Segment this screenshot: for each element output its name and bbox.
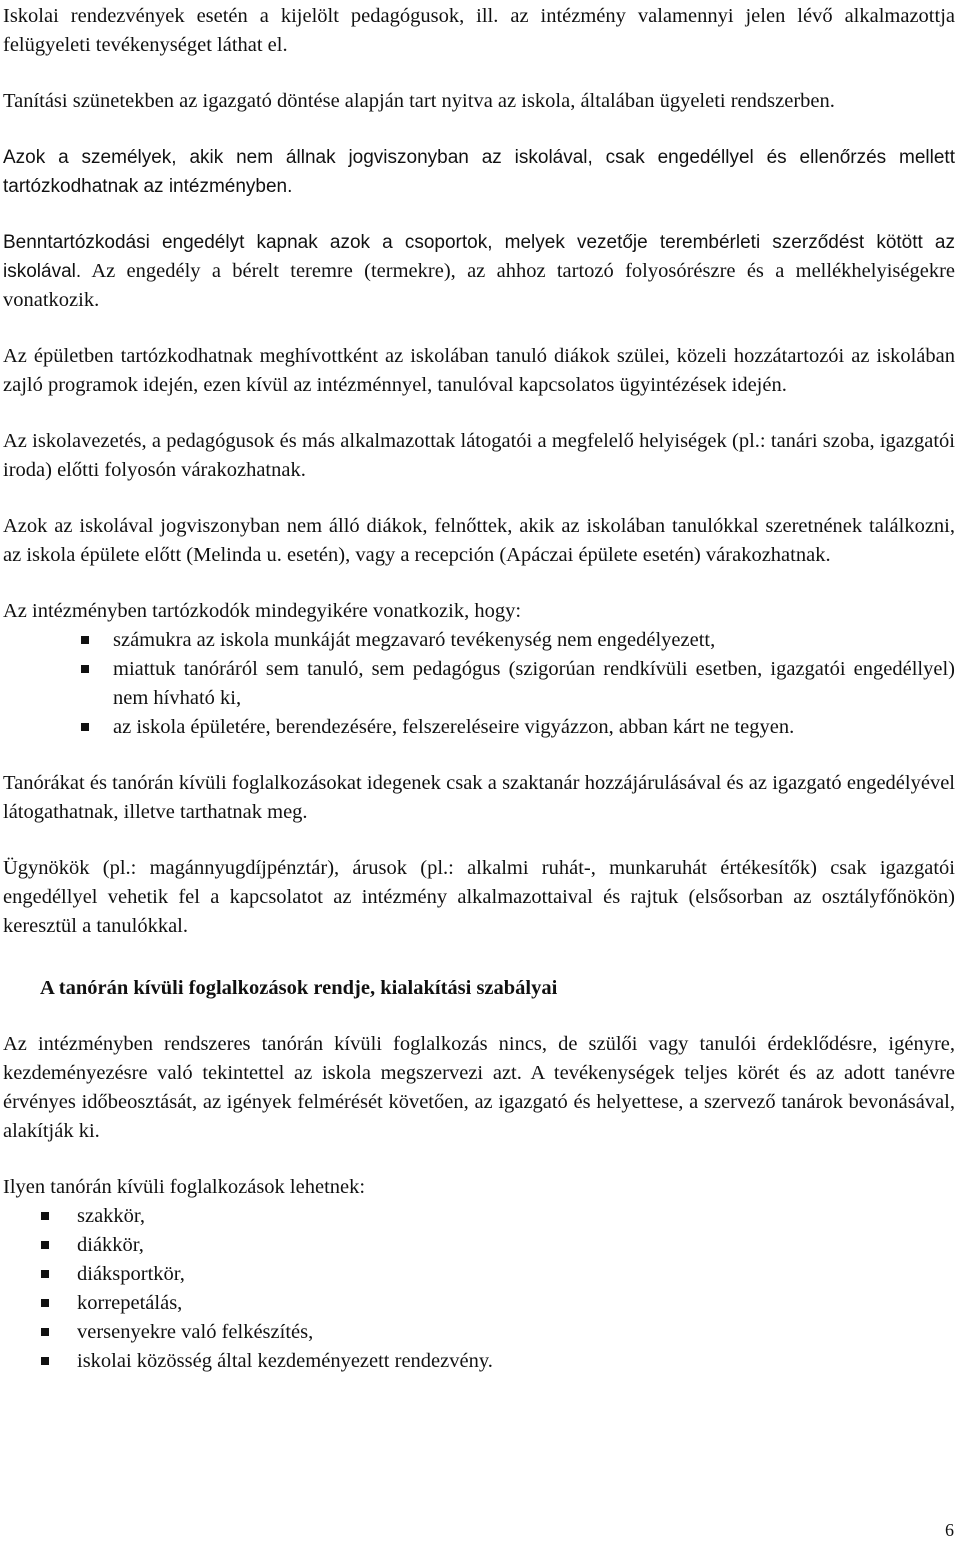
paragraph-rules-intro: Az intézményben tartózkodók mindegyikére vonatkozik, hogy: [3,600,522,622]
paragraph-invited: Az épületben tartózkodhatnak meghívottként az iskolában tanuló diákok szülei, közeli hozzátartozói az iskolában zajló programok idején, ezen kívül az intézménnyel, tanulóval kapcsolatos ügyintézések idején. [3,345,955,396]
paragraph-supervision: Iskolai rendezvények esetén a kijelölt pedagógusok, ill. az intézmény valamennyi jelen lévő alkalmazottja felügyeleti tevékenységet láthat el. [3,5,955,56]
square-bullet-icon [41,1270,49,1278]
square-bullet-icon [81,723,89,731]
square-bullet-icon [41,1328,49,1336]
list-item: diáksportkör, [3,1260,955,1289]
list-item: számukra az iskola munkáját megzavaró tevékenység nem engedélyezett, [3,626,955,655]
list-item: iskolai közösség által kezdeményezett rendezvény. [3,1347,955,1376]
square-bullet-icon [41,1241,49,1249]
list-item: diákkör, [3,1231,955,1260]
activities-list [3,1202,955,1376]
square-bullet-icon [81,636,89,644]
paragraph-extracurricular: Az intézményben rendszeres tanórán kívüli foglalkozás nincs, de szülői vagy tanulói érdeklődésre, igényre, kezdeményezésre való tekintettel az iskola megszervezi azt. A tevékenységek teljes körét és az adott tanévre érvényes időbeosztását, az igények felmérését követően, az igazgató és helyettese, a szervező tanárok bevonásával, alakítják ki. [3,1033,955,1142]
square-bullet-icon [41,1299,49,1307]
paragraph-lessons: Tanórákat és tanórán kívüli foglalkozásokat idegenek csak a szaktanár hozzájárulásával és az igazgató engedélyével látogathatnak, illetve tarthatnak meg. [3,772,955,823]
document-page [3,0,955,1376]
paragraph-visitors: Az iskolavezetés, a pedagógusok és más alkalmazottak látogatói a megfelelő helyiségek (pl.: tanári szoba, igazgatói iroda) előtti folyosón várakozhatnak. [3,430,955,481]
paragraph-agents: Ügynökök (pl.: magánnyugdíjpénztár), árusok (pl.: alkalmi ruhát-, munkaruhát értékesítők) csak igazgatói engedéllyel vehetik fel a kapcsolatot az intézmény alkalmazottaival és rajtuk (elsősorban az osztályfőnökön) keresztül a tanulókkal. [3,857,955,937]
paragraph-outsiders: Azok a személyek, akik nem állnak jogviszonyban az iskolával, csak engedéllyel és ellenőrzés mellett tartózkodhatnak az intézményben. [3,147,955,197]
paragraph-permission [3,228,955,315]
list-item: miattuk tanóráról sem tanuló, sem pedagógus (szigorúan rendkívüli esetben, igazgatói engedéllyel) nem hívható ki, [3,655,955,713]
paragraph-holidays: Tanítási szünetekben az igazgató döntése alapján tart nyitva az iskola, általában ügyeleti rendszerben. [3,90,835,112]
paragraph-activities-intro: Ilyen tanórán kívüli foglalkozások lehetnek: [3,1176,366,1198]
paragraph-waiting: Azok az iskolával jogviszonyban nem álló diákok, felnőttek, akik az iskolában tanulókkal szeretnének találkozni, az iskola épülete előtt (Melinda u. esetén), vagy a recepción (Apáczai épülete esetén) várakozhatnak. [3,515,955,566]
square-bullet-icon [41,1212,49,1220]
list-item: versenyekre való felkészítés, [3,1318,955,1347]
list-item: szakkör, [3,1202,955,1231]
section-heading: A tanórán kívüli foglalkozások rendje, kialakítási szabályai [40,977,558,999]
page-number: 6 [945,1520,954,1540]
rules-list [3,626,955,742]
list-item: az iskola épületére, berendezésére, felszereléseire vigyázzon, abban kárt ne tegyen. [3,713,955,742]
square-bullet-icon [41,1357,49,1365]
list-item: korrepetálás, [3,1289,955,1318]
permission-sentence-1: Benntartózkodási engedélyt kapnak azok a csoportok, melyek vezetője terembérleti szerződést kötött az iskolával. [3,232,955,282]
permission-sentence-2: Az engedély a bérelt teremre (termekre), az ahhoz tartozó folyosórészre és a mellékhelyiségekre vonatkozik. [3,260,955,311]
square-bullet-icon [81,665,89,673]
